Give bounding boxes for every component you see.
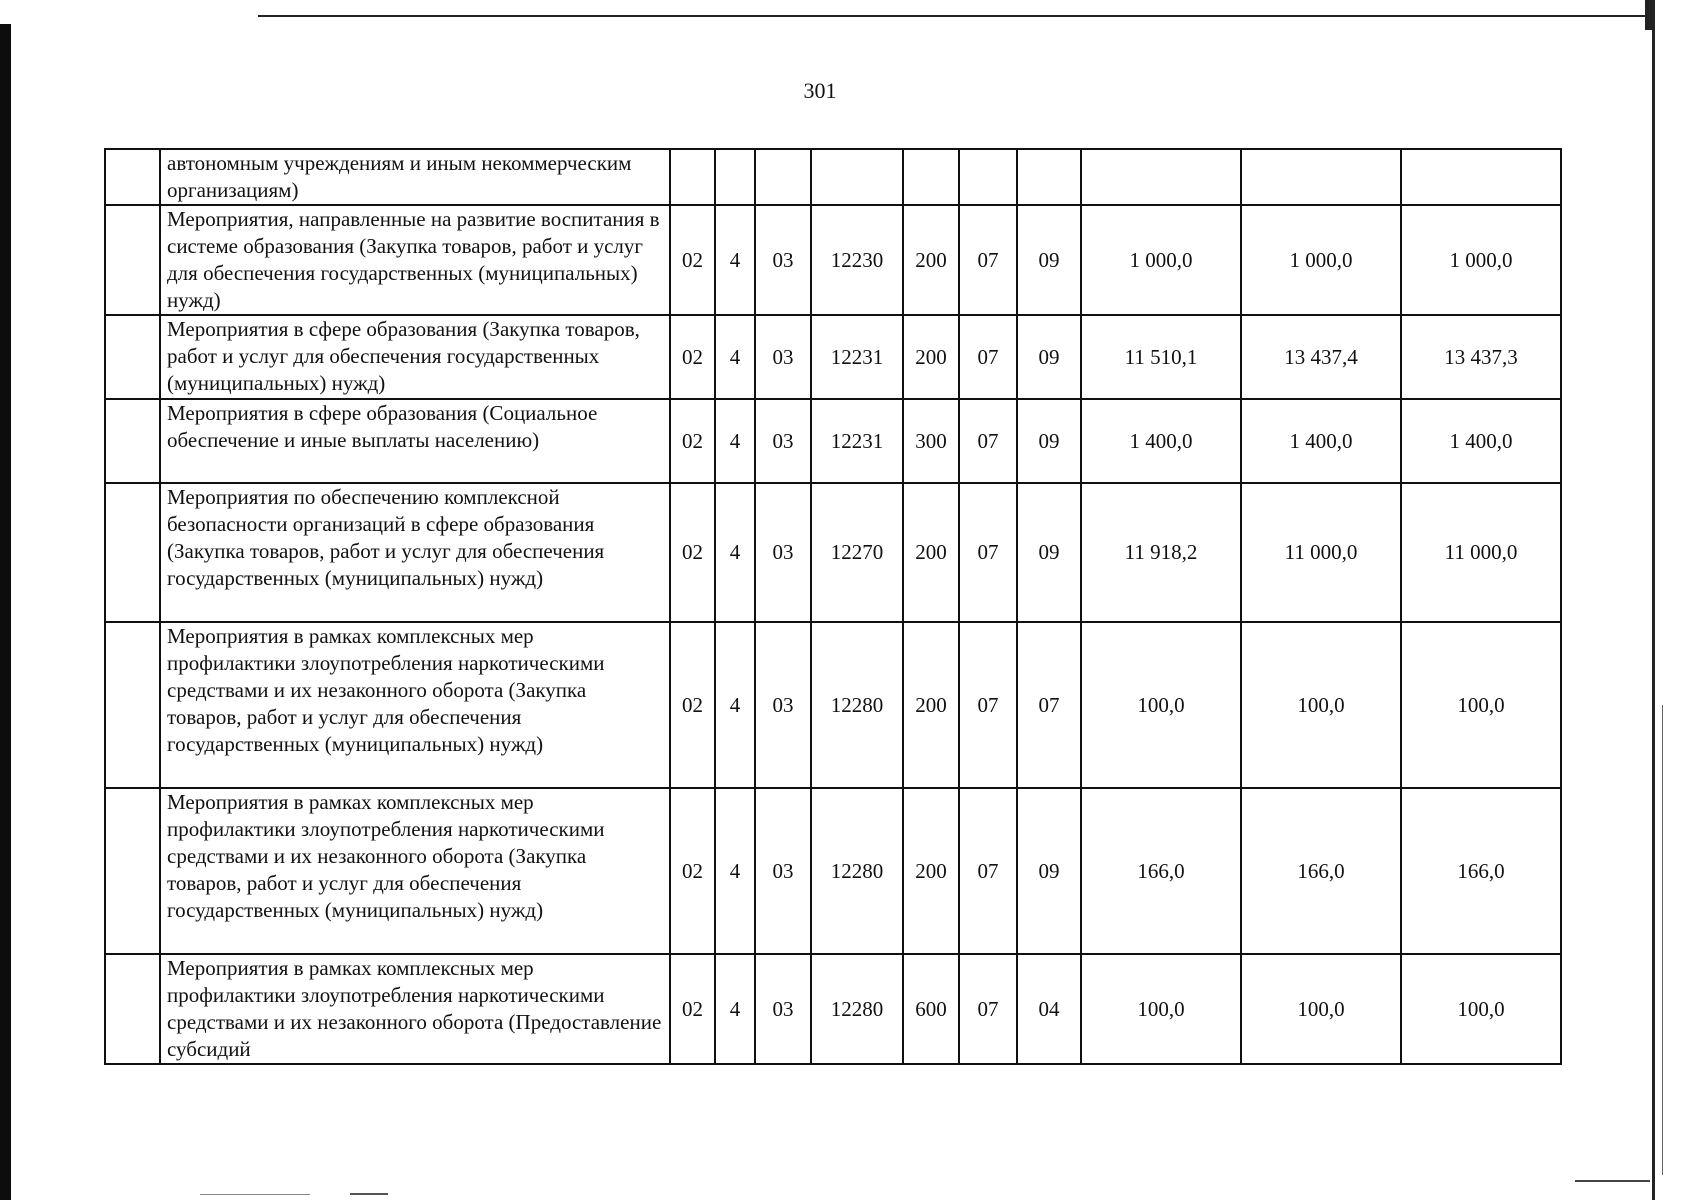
row-description: Мероприятия по обеспечению комплексной безопасности организаций в сфере образования (Закупка товаров, работ и услуг для обеспечения государственных (муниципальных) нужд) bbox=[160, 483, 670, 622]
code-type: 4 bbox=[715, 788, 755, 954]
code-program bbox=[670, 149, 715, 205]
row-description: Мероприятия в рамках комплексных мер профилактики злоупотребления наркотическими средствами и их незаконного оборота (Предоставление субсидий bbox=[160, 954, 670, 1064]
amount-year-3: 13 437,3 bbox=[1401, 315, 1561, 399]
row-description: Мероприятия в сфере образования (Закупка товаров, работ и услуг для обеспечения государственных (муниципальных) нужд) bbox=[160, 315, 670, 399]
row-number bbox=[105, 205, 160, 315]
table-row bbox=[105, 788, 1561, 954]
table-row bbox=[105, 483, 1561, 622]
table-row bbox=[105, 954, 1561, 1064]
amount-year-3: 1 000,0 bbox=[1401, 205, 1561, 315]
row-description: автономным учреждениям и иным некоммерческим организациям) bbox=[160, 149, 670, 205]
code-type bbox=[715, 149, 755, 205]
code-subprogram: 03 bbox=[755, 622, 811, 788]
code-subsection: 09 bbox=[1017, 788, 1081, 954]
amount-year-2: 13 437,4 bbox=[1241, 315, 1401, 399]
row-number bbox=[105, 483, 160, 622]
row-number bbox=[105, 622, 160, 788]
code-section: 07 bbox=[959, 954, 1017, 1064]
row-description: Мероприятия в рамках комплексных мер профилактики злоупотребления наркотическими средствами и их незаконного оборота (Закупка товаров, работ и услуг для обеспечения государственных (муниципальных) нужд) bbox=[160, 622, 670, 788]
code-type: 4 bbox=[715, 954, 755, 1064]
code-type: 4 bbox=[715, 315, 755, 399]
budget-table bbox=[104, 148, 1562, 1065]
amount-year-2: 11 000,0 bbox=[1241, 483, 1401, 622]
code-subprogram: 03 bbox=[755, 788, 811, 954]
code-subsection: 07 bbox=[1017, 622, 1081, 788]
code-program: 02 bbox=[670, 483, 715, 622]
code-expense-type: 300 bbox=[903, 399, 959, 483]
amount-year-3: 11 000,0 bbox=[1401, 483, 1561, 622]
code-subprogram: 03 bbox=[755, 205, 811, 315]
table-row bbox=[105, 399, 1561, 483]
code-type: 4 bbox=[715, 483, 755, 622]
code-program: 02 bbox=[670, 788, 715, 954]
amount-year-2: 1 400,0 bbox=[1241, 399, 1401, 483]
code-subprogram: 03 bbox=[755, 483, 811, 622]
code-expense-type: 200 bbox=[903, 622, 959, 788]
code-expense-type bbox=[903, 149, 959, 205]
scan-artifact-bottom-left bbox=[200, 1194, 310, 1195]
amount-year-1: 100,0 bbox=[1081, 622, 1241, 788]
code-direction: 12230 bbox=[811, 205, 903, 315]
code-section: 07 bbox=[959, 483, 1017, 622]
code-subprogram bbox=[755, 149, 811, 205]
code-direction: 12280 bbox=[811, 622, 903, 788]
code-program: 02 bbox=[670, 954, 715, 1064]
row-number bbox=[105, 149, 160, 205]
row-number bbox=[105, 315, 160, 399]
scan-edge-left bbox=[0, 24, 11, 1200]
amount-year-3: 100,0 bbox=[1401, 954, 1561, 1064]
amount-year-1: 166,0 bbox=[1081, 788, 1241, 954]
row-number bbox=[105, 954, 160, 1064]
code-expense-type: 200 bbox=[903, 205, 959, 315]
code-expense-type: 600 bbox=[903, 954, 959, 1064]
row-description: Мероприятия, направленные на развитие воспитания в системе образования (Закупка товаров, работ и услуг для обеспечения государственных (муниципальных) нужд) bbox=[160, 205, 670, 315]
code-subsection: 04 bbox=[1017, 954, 1081, 1064]
amount-year-1: 11 918,2 bbox=[1081, 483, 1241, 622]
code-type: 4 bbox=[715, 399, 755, 483]
amount-year-1: 11 510,1 bbox=[1081, 315, 1241, 399]
code-subsection: 09 bbox=[1017, 399, 1081, 483]
code-section: 07 bbox=[959, 622, 1017, 788]
code-subsection: 09 bbox=[1017, 483, 1081, 622]
code-subsection: 09 bbox=[1017, 315, 1081, 399]
code-direction: 12280 bbox=[811, 788, 903, 954]
code-type: 4 bbox=[715, 205, 755, 315]
code-expense-type: 200 bbox=[903, 483, 959, 622]
scan-artifact-bottom bbox=[1575, 1180, 1650, 1182]
code-direction: 12231 bbox=[811, 315, 903, 399]
code-expense-type: 200 bbox=[903, 315, 959, 399]
amount-year-3: 166,0 bbox=[1401, 788, 1561, 954]
amount-year-1: 100,0 bbox=[1081, 954, 1241, 1064]
code-program: 02 bbox=[670, 205, 715, 315]
scan-artifact-bottom-left-2 bbox=[350, 1193, 388, 1195]
page-number: 301 bbox=[803, 78, 837, 103]
amount-year-3: 1 400,0 bbox=[1401, 399, 1561, 483]
code-direction: 12231 bbox=[811, 399, 903, 483]
code-program: 02 bbox=[670, 315, 715, 399]
amount-year-1: 1 400,0 bbox=[1081, 399, 1241, 483]
code-section: 07 bbox=[959, 788, 1017, 954]
row-number bbox=[105, 788, 160, 954]
code-section: 07 bbox=[959, 399, 1017, 483]
code-subprogram: 03 bbox=[755, 954, 811, 1064]
code-subprogram: 03 bbox=[755, 315, 811, 399]
table-row bbox=[105, 622, 1561, 788]
code-program: 02 bbox=[670, 399, 715, 483]
row-description: Мероприятия в рамках комплексных мер профилактики злоупотребления наркотическими средствами и их незаконного оборота (Закупка товаров, работ и услуг для обеспечения государственных (муниципальных) нужд) bbox=[160, 788, 670, 954]
code-direction: 12280 bbox=[811, 954, 903, 1064]
amount-year-3: 100,0 bbox=[1401, 622, 1561, 788]
code-section: 07 bbox=[959, 315, 1017, 399]
code-subsection bbox=[1017, 149, 1081, 205]
row-description: Мероприятия в сфере образования (Социальное обеспечение и иные выплаты населению) bbox=[160, 399, 670, 483]
row-number bbox=[105, 399, 160, 483]
code-direction bbox=[811, 149, 903, 205]
code-direction: 12270 bbox=[811, 483, 903, 622]
amount-year-2: 1 000,0 bbox=[1241, 205, 1401, 315]
amount-year-2 bbox=[1241, 149, 1401, 205]
table-row bbox=[105, 205, 1561, 315]
code-subsection: 09 bbox=[1017, 205, 1081, 315]
scan-edge-top bbox=[258, 15, 1652, 17]
amount-year-1 bbox=[1081, 149, 1241, 205]
table-row bbox=[105, 315, 1561, 399]
code-section: 07 bbox=[959, 205, 1017, 315]
code-subprogram: 03 bbox=[755, 399, 811, 483]
code-program: 02 bbox=[670, 622, 715, 788]
amount-year-2: 166,0 bbox=[1241, 788, 1401, 954]
scan-edge-right bbox=[1652, 0, 1655, 1200]
scan-artifact-line bbox=[1662, 705, 1663, 1175]
amount-year-2: 100,0 bbox=[1241, 954, 1401, 1064]
code-expense-type: 200 bbox=[903, 788, 959, 954]
table-row bbox=[105, 149, 1561, 205]
amount-year-3 bbox=[1401, 149, 1561, 205]
amount-year-2: 100,0 bbox=[1241, 622, 1401, 788]
amount-year-1: 1 000,0 bbox=[1081, 205, 1241, 315]
code-type: 4 bbox=[715, 622, 755, 788]
code-section bbox=[959, 149, 1017, 205]
